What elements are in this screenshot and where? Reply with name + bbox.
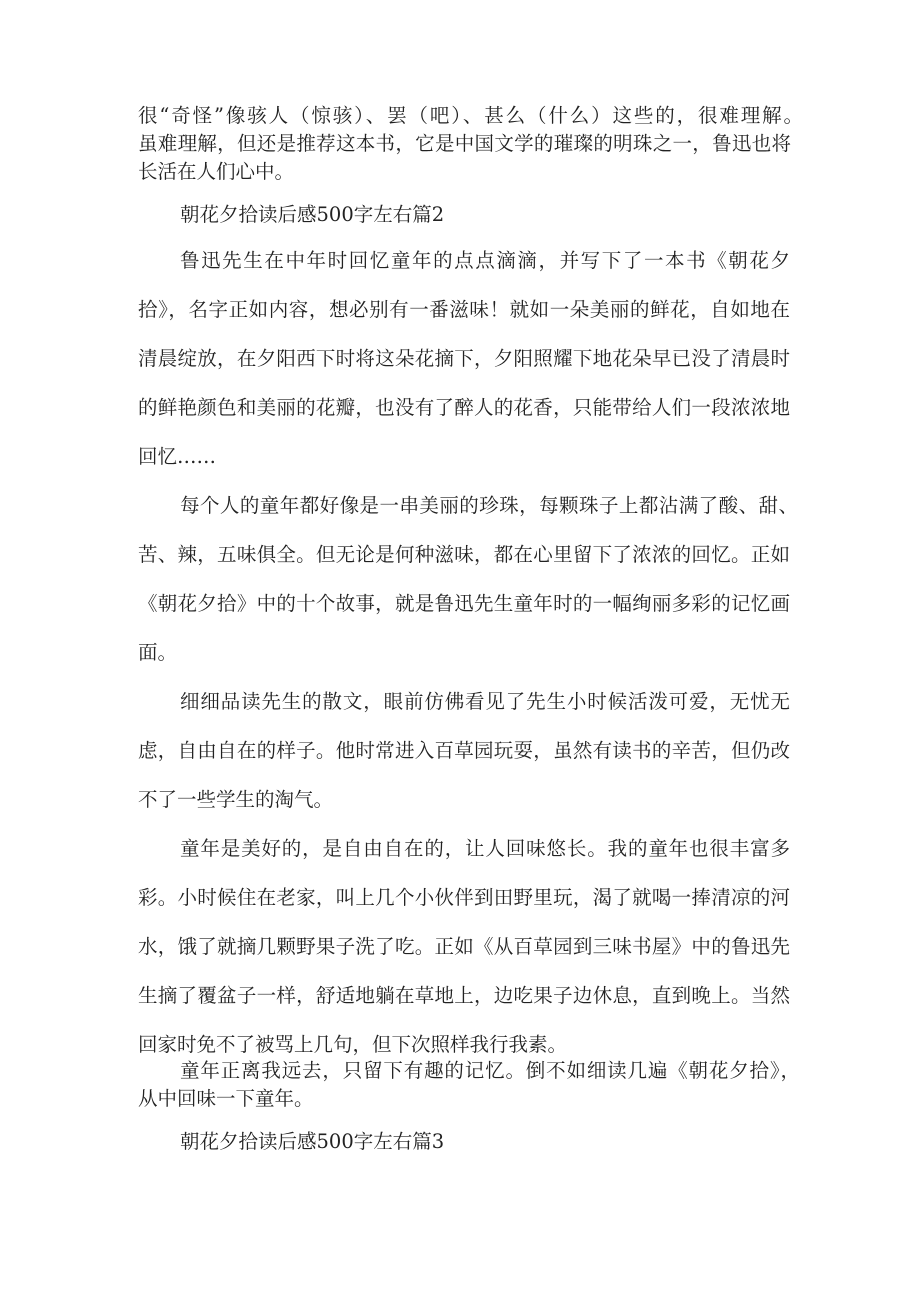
paragraph-3-line-4: 面。 <box>138 641 178 664</box>
paragraph-5-line-5: 回家时免不了被骂上几句，但下次照样我行我素。 <box>138 1033 568 1056</box>
paragraph-3-line-2: 苦、辣，五味俱全。但无论是何种滋味，都在心里留下了浓浓的回忆。正如 <box>138 543 790 566</box>
paragraph-5-line-2: 彩。小时候住在老家，叫上几个小伙伴到田野里玩，渴了就喝一捧清凉的河 <box>138 886 790 909</box>
paragraph-4-line-3: 不了一些学生的淘气。 <box>138 788 334 811</box>
paragraph-2-line-1: 鲁迅先生在中年时回忆童年的点点滴滴，并写下了一本书《朝花夕 <box>180 249 790 272</box>
paragraph-4-line-1: 细细品读先生的散文，眼前仿佛看见了先生小时候活泼可爱，无忧无 <box>180 690 790 713</box>
paragraph-2-line-4: 的鲜艳颜色和美丽的花瓣，也没有了醉人的花香，只能带给人们一段浓浓地 <box>138 396 790 419</box>
paragraph-4-line-2: 虑，自由自在的样子。他时常进入百草园玩耍，虽然有读书的辛苦，但仍改 <box>138 739 790 762</box>
section-heading-3: 朝花夕拾读后感500字左右篇3 <box>180 1130 445 1153</box>
paragraph-3-line-1: 每个人的童年都好像是一串美丽的珍珠，每颗珠子上都沾满了酸、甜、 <box>180 494 798 517</box>
paragraph-6-line-2: 从中回味一下童年。 <box>138 1087 314 1110</box>
paragraph-5-line-3: 水，饿了就摘几颗野果子洗了吃。正如《从百草园到三味书屋》中的鲁迅先 <box>138 935 790 958</box>
paragraph-1-line-2: 虽难理解，但还是推荐这本书，它是中国文学的璀璨的明珠之一，鲁迅也将 <box>138 132 791 155</box>
paragraph-5-line-4: 生摘了覆盆子一样，舒适地躺在草地上，边吃果子边休息，直到晚上。当然 <box>138 984 790 1007</box>
paragraph-3-line-3: 《朝花夕拾》中的十个故事，就是鲁迅先生童年时的一幅绚丽多彩的记忆画 <box>138 592 790 615</box>
paragraph-2-line-5: 回忆…… <box>138 445 217 468</box>
paragraph-6-line-1: 童年正离我远去，只留下有趣的记忆。倒不如细读几遍《朝花夕拾》， <box>180 1059 800 1082</box>
paragraph-2-line-2: 拾》，名字正如内容，想必别有一番滋味！就如一朵美丽的鲜花，自如地在 <box>138 298 790 321</box>
paragraph-1-line-1: 很“奇怪”像骇人（惊骇）、罢（吧）、甚么（什么）这些的，很难理解。 <box>138 104 803 127</box>
paragraph-2-line-3: 清晨绽放，在夕阳西下时将这朵花摘下，夕阳照耀下地花朵早已没了清晨时 <box>138 347 790 370</box>
paragraph-1-line-3: 长活在人们心中。 <box>138 160 295 183</box>
paragraph-5-line-1: 童年是美好的，是自由自在的，让人回味悠长。我的童年也很丰富多 <box>180 837 790 860</box>
section-heading-2: 朝花夕拾读后感500字左右篇2 <box>180 203 445 226</box>
